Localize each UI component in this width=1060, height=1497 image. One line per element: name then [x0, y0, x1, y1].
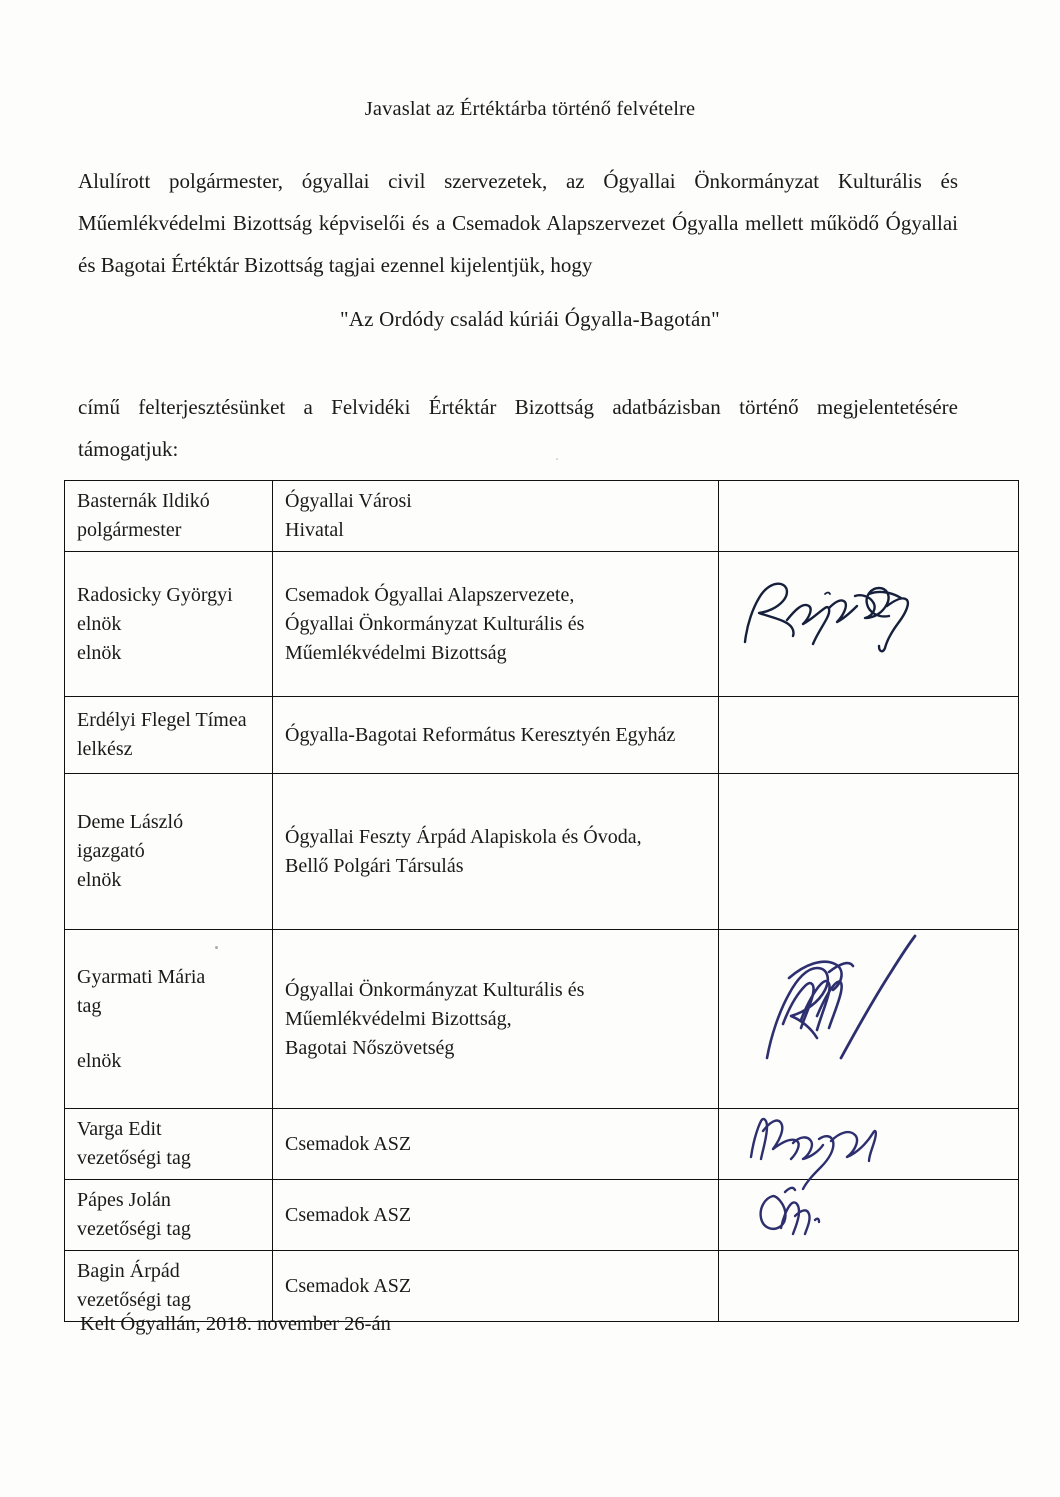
signatory-organization — [273, 1109, 719, 1180]
organization-line: Műemlékvédelmi Bizottság, — [285, 1007, 512, 1030]
organization-line: Ógyallai Feszty Árpád Alapiskola és Óvoda, — [285, 825, 642, 848]
signatory-name: Varga Edit — [77, 1118, 162, 1140]
signature-cell — [719, 697, 1019, 774]
gyarmati-signature — [749, 924, 964, 1074]
radosicky-signature — [737, 558, 947, 654]
signatory-person — [65, 774, 273, 930]
closing-paragraph: című felterjesztésünket a Felvidéki Értéktár Bizottság adatbázisban történő megjelentetésére támogatjuk: — [78, 395, 958, 461]
organization-line: Bagotai Nőszövetség — [285, 1036, 455, 1059]
signature-cell — [719, 481, 1019, 552]
signatory-name: Radosicky Györgyi — [77, 583, 233, 606]
table-row — [65, 1251, 1019, 1322]
table-row — [65, 697, 1019, 774]
organization-line: Műemlékvédelmi Bizottság — [285, 641, 507, 664]
signature-cell — [719, 1180, 1019, 1251]
signature-cell — [719, 1109, 1019, 1180]
table-row — [65, 552, 1019, 697]
signatory-person — [65, 1180, 273, 1251]
signatory-person — [65, 697, 273, 774]
organization-line: Ógyallai Városi — [285, 490, 412, 512]
scan-speck — [556, 458, 558, 460]
signatory-person — [65, 552, 273, 697]
signatory-role: vezetőségi tag — [77, 1218, 191, 1240]
organization-line: Bellő Polgári Társulás — [285, 854, 464, 877]
signatory-role-secondary: elnök — [77, 641, 122, 664]
signatory-organization — [273, 930, 719, 1109]
signatory-name: Deme László — [77, 811, 184, 833]
signatories-table — [64, 480, 1019, 1322]
signatory-organization — [273, 481, 719, 552]
organization-line: Ógyalla-Bagotai Református Keresztyén Egyház — [285, 723, 676, 746]
signatory-name: Gyarmati Mária — [77, 965, 206, 988]
page-title: Javaslat az Értéktárba történő felvételre — [364, 98, 696, 120]
table-row — [65, 481, 1019, 552]
signatory-person — [65, 481, 273, 552]
table-row — [65, 930, 1019, 1109]
scan-speck — [215, 946, 218, 949]
date-line: Kelt Ógyallán, 2018. november 26-án — [80, 1313, 391, 1335]
signatory-role: vezetőségi tag — [77, 1147, 191, 1169]
signatory-role-secondary: elnök — [77, 1049, 122, 1072]
signatory-organization — [273, 552, 719, 697]
signatory-organization — [273, 1251, 719, 1322]
organization-line: Hivatal — [285, 519, 344, 541]
organization-line: Ógyallai Önkormányzat Kulturális és — [285, 978, 585, 1001]
table-row — [65, 774, 1019, 930]
signatory-organization — [273, 774, 719, 930]
table-row — [65, 1109, 1019, 1180]
signatory-role: vezetőségi tag — [77, 1289, 191, 1311]
signatory-organization — [273, 1180, 719, 1251]
signatory-role: igazgató — [77, 840, 145, 862]
signatory-name: Pápes Jolán — [77, 1189, 171, 1211]
organization-line: Csemadok Ógyallai Alapszervezete, — [285, 583, 575, 606]
signatory-name: Basternák Ildikó — [77, 490, 210, 512]
signature-cell — [719, 774, 1019, 930]
table-row — [65, 1180, 1019, 1251]
signatory-name: Bagin Árpád — [77, 1260, 180, 1282]
signature-cell — [719, 552, 1019, 697]
organization-line: Csemadok ASZ — [285, 1274, 412, 1297]
proposal-title: "Az Ordódy család kúriái Ógyalla-Bagotán" — [340, 307, 720, 331]
signatory-role: elnök — [77, 612, 122, 635]
signatory-name: Erdélyi Flegel Tímea — [77, 709, 247, 731]
signature-cell — [719, 1251, 1019, 1322]
signatory-person — [65, 1251, 273, 1322]
papes-signature — [751, 1182, 861, 1246]
organization-line: Csemadok ASZ — [285, 1203, 412, 1226]
signatory-role: tag — [77, 994, 102, 1017]
intro-paragraph: Alulírott polgármester, ógyallai civil szervezetek, az Ógyallai Önkormányzat Kulturális és Műemlékvédelmi Bizottság képviselői és a Csemadok Alapszervezet Ógyalla mellett működő Ógyallai és Bagotai Értéktár Bizottság tagjai ezennel kijelentjük, hogy — [78, 169, 958, 277]
signatory-role-secondary: elnök — [77, 869, 122, 891]
organization-line: Csemadok ASZ — [285, 1132, 412, 1155]
signatory-role: lelkész — [77, 738, 133, 760]
signatory-role: polgármester — [77, 519, 182, 541]
signatory-person — [65, 930, 273, 1109]
signatory-organization — [273, 697, 719, 774]
signatory-person — [65, 1109, 273, 1180]
signature-cell — [719, 930, 1019, 1109]
organization-line: Ógyallai Önkormányzat Kulturális és — [285, 612, 585, 635]
